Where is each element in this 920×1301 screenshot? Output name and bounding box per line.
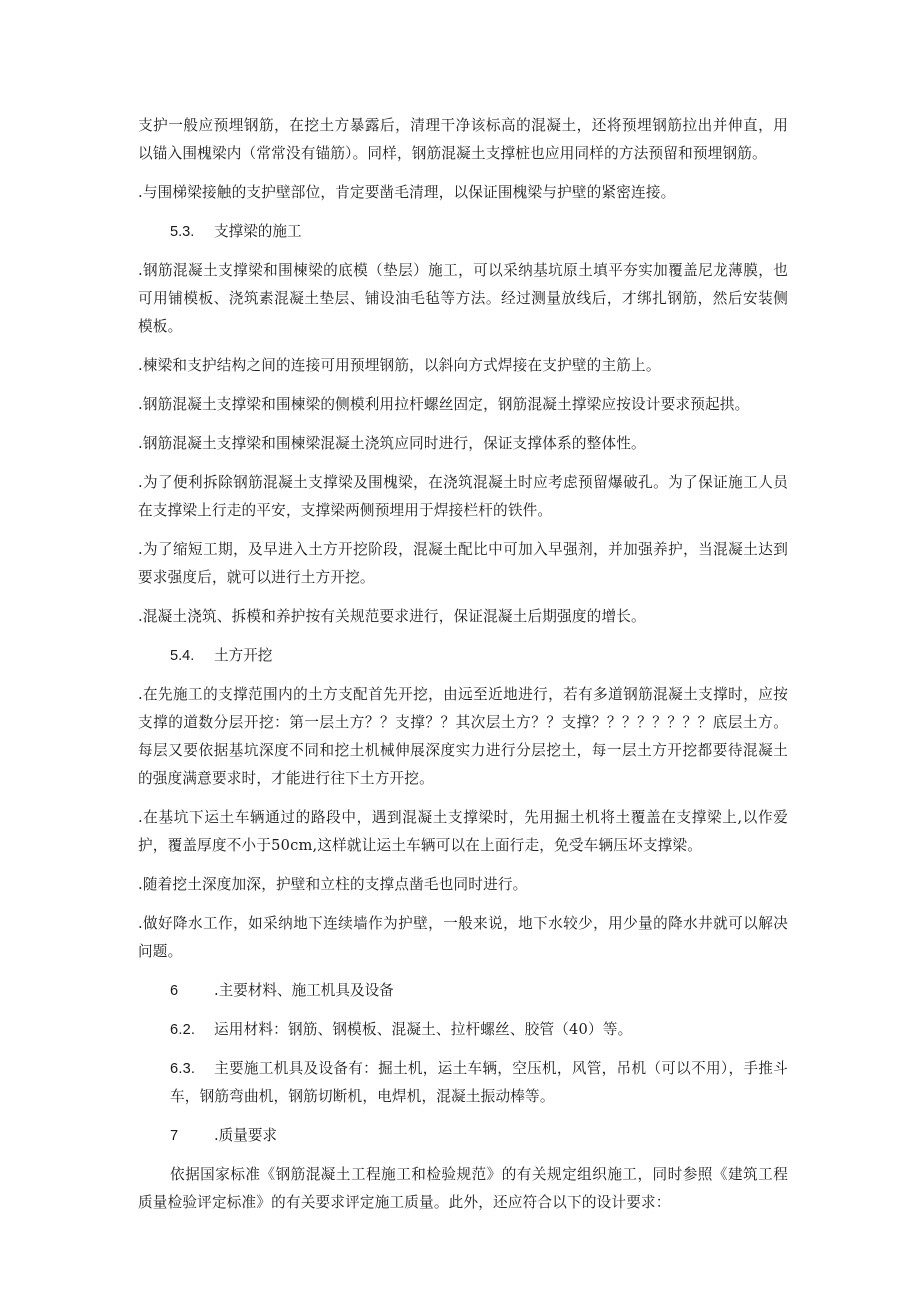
paragraph-dewatering: .做好降水工作，如采纳地下连续墙作为护壁，一般来说，地下水较少，用少量的降水井就可以解决问题。	[138, 915, 788, 960]
paragraph-early-strength: .为了缩短工期，及早进入土方开挖阶段，混凝土配比中可加入早强剂，并加强养护，当混凝土达到要求强度后，就可以进行土方开挖。	[138, 541, 788, 586]
paragraph-layered-excavation: .在先施工的支撑范围内的土方支配首先开挖，由远至近地进行，若有多道钢筋混凝土支撑时，应按支撑的道数分层开挖：第一层土方？？支撑？？其次层土方？？支撑？？？？？？？？底层土方。每层又要依据基坑深度不同和挖土机械伸展深度实力进行分层挖土，每一层土方开挖都要待混凝土的强度满意要求时，才能进行往下土方开挖。	[138, 686, 788, 787]
section-heading-6-3	[138, 1055, 788, 1111]
paragraph-blast-holes: .为了便利拆除钢筋混凝土支撑梁及围槐梁，在浇筑混凝土时应考虑预留爆破孔。为了保证施工人员在支撑梁上行走的平安，支撑梁两侧预埋用于焊接栏杆的铁件。	[138, 474, 788, 519]
document-page	[138, 112, 788, 1228]
section-heading-6	[138, 977, 788, 1005]
paragraph-side-formwork: .钢筋混凝土支撑梁和围楝梁的侧模利用拉杆螺丝固定，钢筋混凝土撑梁应按设计要求预起拱。	[138, 396, 750, 413]
section-heading-5-4	[138, 642, 788, 670]
paragraph-rebar-anchoring: 支护一般应预埋钢筋，在挖土方暴露后，清理干净该标高的混凝土，还将预埋钢筋拉出并伸直，用以锚入围槐梁内（常常没有锚筋）。同样，钢筋混凝土支撑桩也应用同样的方法预留和预埋钢筋。	[138, 117, 788, 162]
paragraph-vehicle-path: .在基坑下运土车辆通过的路段中，遇到混凝土支撑梁时，先用掘土机将土覆盖在支撑梁上,以作爱护，覆盖厚度不小于50cm,这样就让运土车辆可以在上面行走，免受车辆压坏支撑梁。	[138, 809, 788, 854]
paragraph-simultaneous-pour: .钢筋混凝土支撑梁和围楝梁混凝土浇筑应同时进行，保证支撑体系的整体性。	[138, 435, 646, 452]
section-number: 6.3.	[170, 1061, 196, 1077]
section-number: 7	[170, 1128, 179, 1144]
section-number: 6	[170, 983, 179, 999]
section-body: 运用材料：钢筋、钢模板、混凝土、拉杆螺丝、胶管（40）等。	[214, 1021, 633, 1038]
section-title: .质量要求	[214, 1127, 278, 1144]
section-title: 支撑梁的施工	[214, 223, 302, 240]
section-heading-7	[138, 1122, 788, 1150]
section-heading-5-3	[138, 218, 788, 246]
paragraph-support-chiseling: .随着挖土深度加深，护壁和立柱的支撑点凿毛也同时进行。	[138, 876, 528, 893]
paragraph-beam-connection: .楝梁和支护结构之间的连接可用预埋钢筋，以斜向方式焊接在支护壁的主筋上。	[138, 357, 661, 374]
section-number: 5.3.	[170, 224, 195, 240]
paragraph-curing: .混凝土浇筑、拆模和养护按有关规范要求进行，保证混凝土后期强度的增长。	[138, 608, 646, 625]
paragraph-bottom-formwork: .钢筋混凝土支撑梁和围楝梁的底模（垫层）施工，可以采纳基坑原土填平夯实加覆盖尼龙薄膜，也可用铺模板、浇筑素混凝土垫层、铺设油毛毡等方法。经过测量放线后，才绑扎钢筋，然后安装侧模板。	[138, 262, 788, 335]
section-title: .主要材料、施工机具及设备	[214, 982, 394, 999]
paragraph-quality-standards: 依据国家标准《钢筋混凝土工程施工和检验规范》的有关规定组织施工，同时参照《建筑工程质量检验评定标准》的有关要求评定施工质量。此外，还应符合以下的设计要求：	[138, 1166, 788, 1211]
section-body: 主要施工机具及设备有：掘土机，运土车辆，空压机，风管，吊机（可以不用），手推斗车，钢筋弯曲机，钢筋切断机，电焊机，混凝土振动棒等。	[170, 1060, 788, 1105]
section-heading-6-2	[138, 1016, 788, 1044]
paragraph-wall-chiseling: .与围梯梁接触的支护壁部位，肯定要凿毛清理，以保证围槐梁与护壁的紧密连接。	[138, 184, 676, 201]
section-title: 土方开挖	[214, 647, 273, 664]
section-number: 6.2.	[170, 1022, 196, 1038]
section-number: 5.4.	[170, 648, 195, 664]
